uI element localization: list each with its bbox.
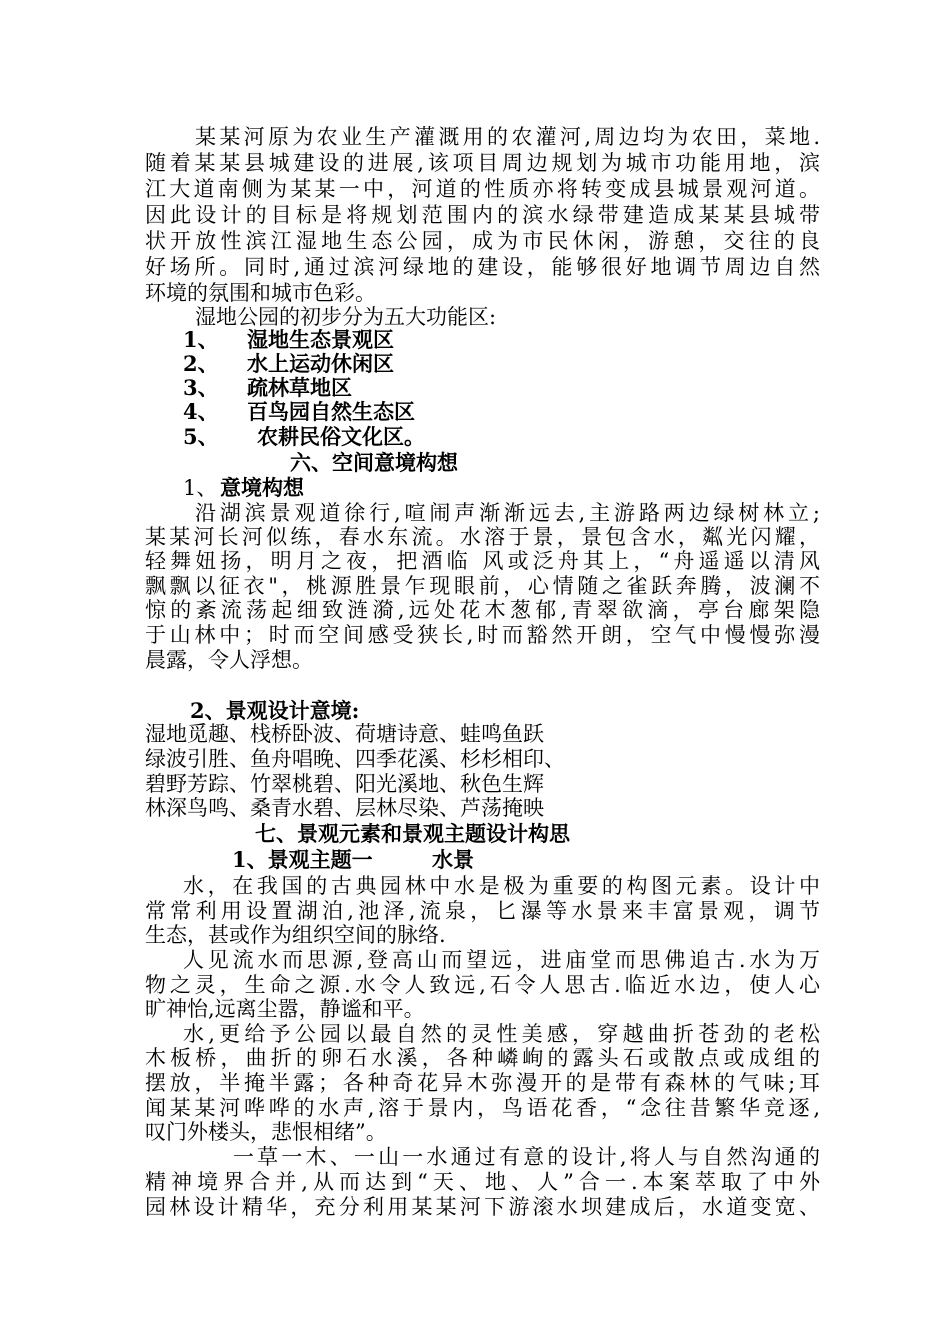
zones-intro: 湿地公园的初步分为五大功能区: [195, 305, 497, 329]
water-line: 生态，甚或作为组织空间的脉络. [145, 923, 446, 947]
subsection-title: 1、景观主题一 [232, 847, 373, 872]
water-line: 闻某某河哗哗的水声,溶于景内，鸟语花香，“念往昔繁华竞逐, [145, 1096, 820, 1120]
subsection-title: 2、景观设计意境: [190, 698, 360, 723]
mood-line: 某某河长河似练，春水东流。水溶于景，景包含水，粼光闪耀， [145, 525, 820, 549]
water-line: 一草一木、一山一水通过有意的设计,将人与自然沟通的 [233, 1145, 820, 1169]
mood-line: 沿湖滨景观道徐行,喧闹声渐渐远去,主游路两边绿树林立; [195, 501, 820, 525]
section-6-heading: 六、空间意境构想 [290, 450, 458, 475]
water-line: 木板桥，曲折的卵石水溪，各种嶙峋的露头石或散点或成组的 [145, 1046, 820, 1070]
intro-line-6: 好场所。同时,通过滨河绿地的建设，能够很好地调节周边自然 [145, 255, 820, 279]
subsection-title: 意境构想 [220, 475, 304, 500]
water-line: 物之灵，生命之源.水令人致远,石令人思古.临近水边，使人心 [145, 973, 820, 997]
scene-line: 湿地觅趣、栈桥卧波、荷塘诗意、蛙鸣鱼跃 [145, 722, 544, 746]
zone-number: 2、 [183, 351, 219, 376]
mood-line: 惊的紊流荡起细致涟漪,远处花木葱郁,青翠欲滴，亭台廊架隐 [145, 598, 820, 622]
intro-line-3: 江大道南侧为某某一中，河道的性质亦将转变成县城景观河道。 [145, 177, 820, 201]
intro-line-5: 状开放性滨江湿地生态公园，成为市民休闲，游憩，交往的良 [145, 229, 820, 253]
mood-line: 晨露，令人浮想。 [145, 648, 313, 672]
water-line: 精神境界合并,从而达到“天、地、人”合一.本案萃取了中外 [145, 1170, 820, 1194]
section-7-heading: 七、景观元素和景观主题设计构思 [255, 821, 570, 846]
mood-line: 飘飘以征衣"，桃源胜景乍现眼前，心情随之雀跃奔腾，波澜不 [145, 574, 820, 598]
scene-line: 绿波引胜、鱼舟唱晚、四季花溪、杉杉相印、 [145, 747, 565, 771]
intro-line-4: 因此设计的目标是将规划范围内的滨水绿带建造成某某县城带 [145, 203, 820, 227]
subsection-number: 1、 [183, 476, 218, 500]
intro-line-2: 随着某某县城建设的进展,该项目周边规划为城市功能用地，滨 [145, 151, 820, 175]
zone-number: 4、 [183, 399, 219, 424]
zone-label: 湿地生态景观区 [247, 327, 394, 352]
mood-line: 轻舞妞扬，明月之夜，把酒临 风或泛舟其上，“舟遥遥以清风 [145, 549, 820, 573]
water-line: 旷神怡,远离尘嚣，静谧和平。 [145, 997, 425, 1021]
water-line: 摆放，半掩半露；各种奇花异木弥漫开的是带有森林的气味;耳 [145, 1071, 820, 1095]
water-line: 叹门外楼头，悲恨相绪”。 [145, 1120, 387, 1144]
water-line: 常常利用设置湖泊,池泽,流泉，匕瀑等水景来丰富景观，调节 [145, 899, 820, 923]
water-line: 水,更给予公园以最自然的灵性美感，穿越曲折苍劲的老松 [183, 1022, 820, 1046]
zone-number: 1、 [183, 327, 219, 352]
water-line: 人见流水而思源,登高山而望远，进庙堂而思佛追古.水为万 [183, 948, 820, 972]
scene-line: 碧野芳踪、竹翠桃碧、阳光溪地、秋色生辉 [145, 772, 544, 796]
intro-line-1: 某某河原为农业生产灌溉用的农灌河,周边均为农田，菜地. [195, 125, 820, 149]
zone-number: 3、 [183, 375, 219, 400]
zone-label: 水上运动休闲区 [247, 351, 394, 376]
zone-label: 农耕民俗文化区。 [257, 424, 425, 449]
zone-label: 疏林草地区 [247, 375, 352, 400]
zone-number: 5、 [183, 424, 219, 449]
mood-line: 于山林中；时而空间感受狭长,时而豁然开朗，空气中慢慢弥漫 [145, 623, 820, 647]
zone-label: 百鸟园自然生态区 [247, 399, 415, 424]
subsection-topic: 水景 [432, 847, 474, 872]
intro-line-7: 环境的氛围和城市色彩。 [145, 281, 376, 305]
water-line: 园林设计精华，充分利用某某河下游滚水坝建成后，水道变宽、 [145, 1195, 820, 1219]
scene-line: 林深鸟鸣、桑青水碧、层林尽染、芦荡掩映 [145, 796, 544, 820]
water-line: 水，在我国的古典园林中水是极为重要的构图元素。设计中 [183, 874, 820, 898]
